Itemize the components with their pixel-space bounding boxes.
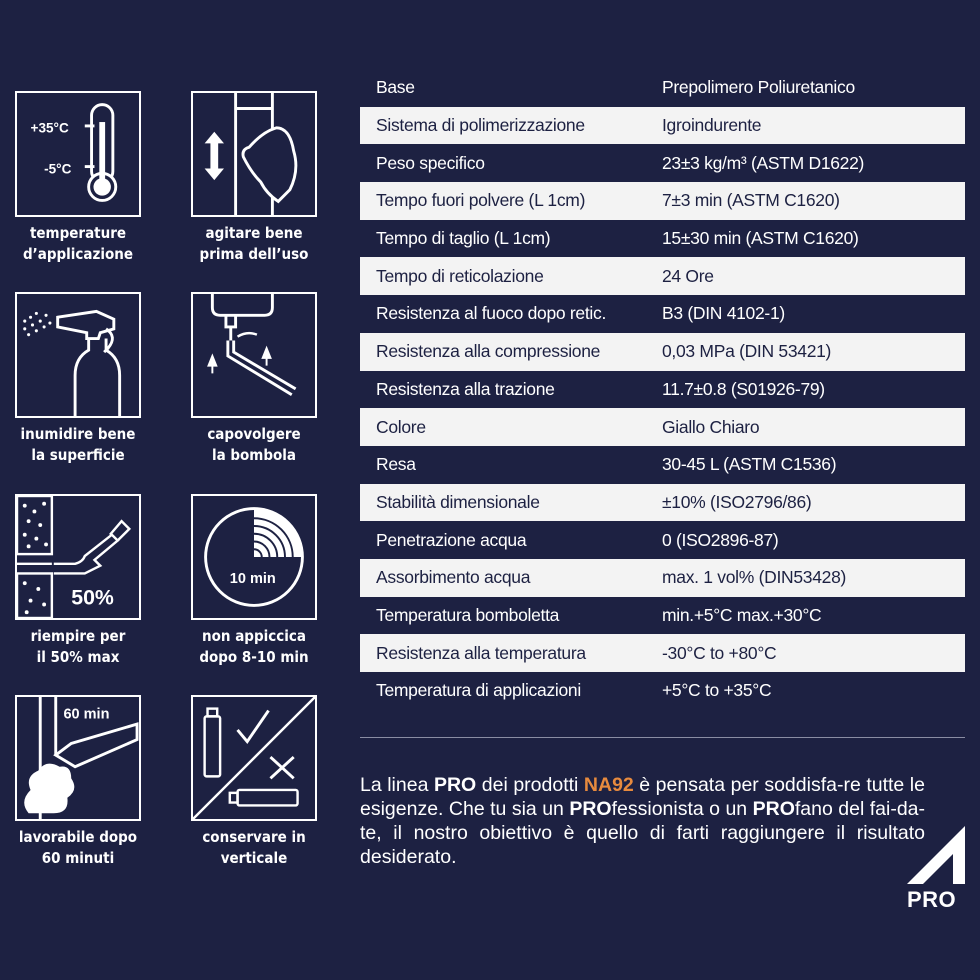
spec-row (360, 69, 965, 107)
temp-low-label: -5°C (44, 161, 72, 177)
spec-value: min.+5°C max.+30°C (662, 604, 822, 625)
icon-caption-vertical: conservare in verticale (202, 828, 306, 867)
spec-label: Resa (376, 454, 416, 475)
icon-caption-workable: lavorabile dopo 60 minuti (18, 828, 138, 867)
spec-row (360, 484, 965, 522)
spec-label: Tempo di reticolazione (376, 265, 544, 286)
spec-row (360, 144, 965, 182)
spec-label: Resistenza alla temperatura (376, 642, 586, 663)
icon-caption-temperature: temperature d’applicazione (22, 224, 134, 263)
clock-icon (191, 494, 317, 620)
spec-row (360, 634, 965, 672)
spec-label: Resistenza alla compressione (376, 341, 601, 362)
pro-logo-text: PRO (907, 887, 957, 912)
temp-high-label: +35°C (30, 120, 69, 136)
spec-row (360, 333, 965, 371)
spec-label: Resistenza alla trazione (376, 378, 555, 399)
spec-label: Tempo di taglio (L 1cm) (376, 228, 551, 249)
spray-bottle-icon (15, 292, 141, 418)
spec-value: 23±3 kg/m³ (ASTM D1622) (662, 152, 865, 173)
section-divider (360, 737, 965, 738)
spec-label: Resistenza al fuoco dopo retic. (376, 303, 607, 324)
fill-half-icon (15, 494, 141, 620)
spec-value: B3 (DIN 4102-1) (662, 303, 785, 324)
fill-percent-label: 50% (71, 585, 114, 610)
spec-value: ±10% (ISO2796/86) (662, 491, 812, 512)
clock-time-label: 10 min (229, 571, 276, 588)
spec-label: Sistema di polimerizzazione (376, 115, 585, 136)
spec-label: Tempo fuori polvere (L 1cm) (376, 190, 586, 211)
spec-row (360, 220, 965, 258)
spec-value: Prepolimero Poliuretanico (662, 77, 855, 98)
spec-value: 0,03 MPa (DIN 53421) (662, 341, 832, 362)
spec-row (360, 182, 965, 220)
spec-label: Stabilità dimensionale (376, 491, 540, 512)
spec-row (360, 521, 965, 559)
spec-label: Colore (376, 416, 426, 437)
icon-caption-invert: capovolgere la bombola (207, 425, 301, 464)
spec-value: 11.7±0.8 (S01926-79) (662, 378, 825, 399)
icon-caption-fill: riempire per il 50% max (30, 627, 126, 666)
spec-row (360, 559, 965, 597)
instruction-icons-grid (0, 0, 340, 980)
spec-row (360, 597, 965, 635)
thermometer-icon (15, 91, 141, 217)
spec-label: Base (376, 77, 415, 98)
spec-label: Penetrazione acqua (376, 529, 527, 550)
brand-name: NA92 (583, 774, 634, 796)
spec-row (360, 408, 965, 446)
spec-value: 24 Ore (662, 265, 714, 286)
spec-value: 30-45 L (ASTM C1536) (662, 454, 837, 475)
work-time-label: 60 min (63, 706, 110, 723)
spec-label: Temperatura bomboletta (376, 604, 560, 625)
spec-label: Assorbimento acqua (376, 567, 531, 588)
shake-can-icon (191, 91, 317, 217)
spec-row (360, 371, 965, 409)
invert-can-icon (191, 292, 317, 418)
spec-row (360, 446, 965, 484)
spec-table (360, 69, 965, 710)
spec-row (360, 257, 965, 295)
product-description: La linea PRO dei prodotti NA92 è pensata per soddisfa-re tutte le esigenze. Che tu sia un PROfessionista o un PROfano del fai-da-te, il nostro obiettivo è quello di farti raggiungere il risultato desiderato. (360, 774, 926, 868)
spec-value: max. 1 vol% (DIN53428) (662, 567, 847, 588)
icon-caption-spray: inumidire bene la superficie (20, 425, 136, 464)
pro-highlight: PRO (752, 798, 795, 820)
pro-highlight: PRO (433, 774, 477, 796)
spec-label: Temperatura di applicazioni (376, 680, 581, 701)
icon-caption-shake: agitare bene prima dell’uso (199, 224, 309, 263)
pro-highlight: PRO (569, 798, 612, 820)
vertical-storage-icon (191, 695, 317, 821)
spec-row (360, 295, 965, 333)
spec-row (360, 672, 965, 710)
spec-label: Peso specifico (376, 152, 485, 173)
spec-value: Giallo Chiaro (662, 416, 760, 437)
spec-value: +5°C to +35°C (662, 680, 772, 701)
spec-value: 0 (ISO2896-87) (662, 529, 779, 550)
icon-caption-clock: non appiccica dopo 8-10 min (199, 627, 309, 666)
spec-value: 7±3 min (ASTM C1620) (662, 190, 840, 211)
spec-value: 15±30 min (ASTM C1620) (662, 228, 859, 249)
spec-value: Igroindurente (662, 115, 762, 136)
spec-value: -30°C to +80°C (662, 642, 777, 663)
cutter-icon (15, 695, 141, 821)
spec-row (360, 107, 965, 145)
